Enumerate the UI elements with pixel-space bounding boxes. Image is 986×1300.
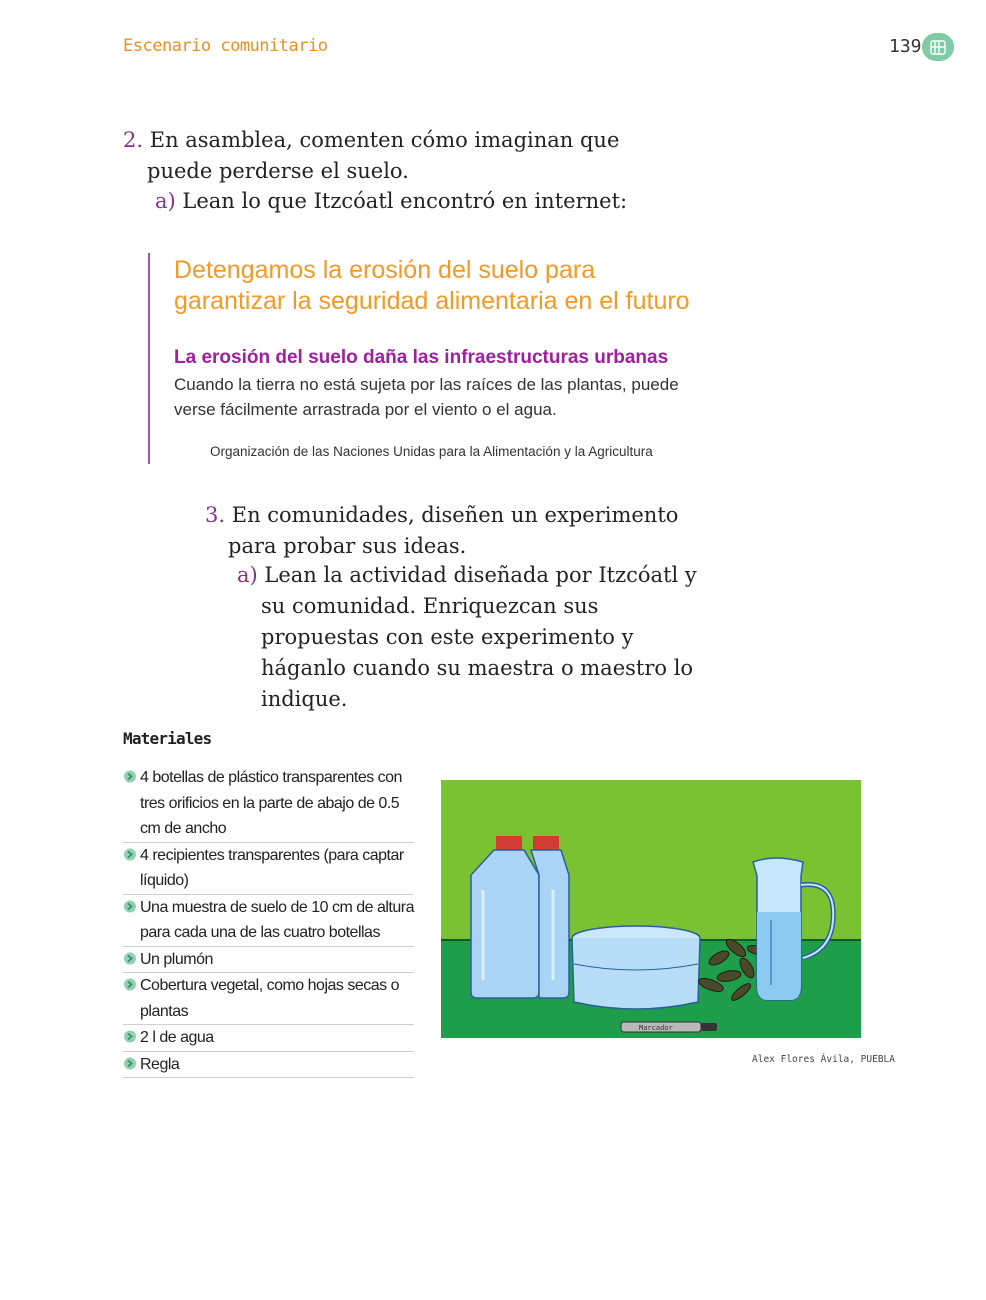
quote-body: Cuando la tierra no está sujeta por las raíces de las plantas, puede verse fácilmente arrastrada por el viento o el agua. bbox=[174, 375, 679, 419]
marker-icon bbox=[621, 1022, 717, 1032]
page-number: 139 bbox=[889, 36, 922, 57]
subquestion-text: Lean lo que Itzcóatl encontró en internet: bbox=[182, 189, 628, 213]
chevron-bullet-icon bbox=[123, 899, 138, 914]
question-text: En asamblea, comenten cómo imaginan que puede perderse el suelo. bbox=[147, 128, 620, 183]
experiment-illustration bbox=[441, 780, 861, 1038]
list-item bbox=[123, 765, 414, 843]
question-2a bbox=[155, 186, 655, 217]
chevron-bullet-icon bbox=[123, 1056, 138, 1071]
material-text: Un plumón bbox=[140, 950, 213, 968]
chevron-bullet-icon bbox=[123, 847, 138, 862]
material-text: Una muestra de suelo de 10 cm de altura para cada una de las cuatro botellas bbox=[140, 898, 414, 941]
section-header: Escenario comunitario bbox=[123, 36, 328, 56]
subquestion-label: a) bbox=[155, 189, 176, 213]
subquestion-label: a) bbox=[237, 563, 258, 587]
materials-list bbox=[123, 765, 414, 1078]
question-number: 2. bbox=[123, 128, 144, 152]
material-text: Cobertura vegetal, como hojas secas o plantas bbox=[140, 977, 399, 1020]
list-item bbox=[123, 895, 414, 947]
chevron-bullet-icon bbox=[123, 769, 138, 784]
question-3 bbox=[205, 500, 698, 562]
quote-source: Organización de las Naciones Unidas para la Alimentación y la Agricultura bbox=[210, 444, 653, 459]
chevron-bullet-icon bbox=[123, 1029, 138, 1044]
material-text: 4 botellas de plástico transparentes con tres orificios en la parte de abajo de 0.5 cm de ancho bbox=[140, 769, 402, 837]
list-item bbox=[123, 973, 414, 1025]
list-item bbox=[123, 1052, 414, 1079]
materials-title: Materiales bbox=[123, 729, 212, 748]
list-item bbox=[123, 1025, 414, 1052]
material-text: 4 recipientes transparentes (para captar líquido) bbox=[140, 846, 404, 889]
material-text: Regla bbox=[140, 1055, 180, 1073]
quote-title: Detengamos la erosión del suelo para garantizar la seguridad alimentaria en el futuro bbox=[174, 256, 690, 315]
section-badge-icon bbox=[922, 33, 954, 61]
chevron-bullet-icon bbox=[123, 977, 138, 992]
question-number: 3. bbox=[205, 503, 226, 527]
subquestion-text: Lean la actividad diseñada por Itzcóatl y su comunidad. Enriquezcan sus propuestas con este experimento y háganlo cuando su maestra o maestro lo indique. bbox=[261, 563, 697, 711]
chevron-bullet-icon bbox=[123, 951, 138, 966]
container-icon bbox=[572, 926, 700, 1009]
image-credit: Alex Flores Ávila, PUEBLA bbox=[752, 1054, 895, 1065]
internet-quote bbox=[148, 253, 710, 464]
quote-subtitle: La erosión del suelo daña las infraestructuras urbanas bbox=[174, 347, 669, 368]
question-3a bbox=[237, 560, 711, 715]
question-2 bbox=[123, 125, 643, 187]
list-item bbox=[123, 947, 414, 974]
list-item bbox=[123, 843, 414, 895]
question-text: En comunidades, diseñen un experimento para probar sus ideas. bbox=[228, 503, 679, 558]
svg-text:Marcador: Marcador bbox=[639, 1024, 673, 1032]
material-text: 2 l de agua bbox=[140, 1029, 214, 1046]
